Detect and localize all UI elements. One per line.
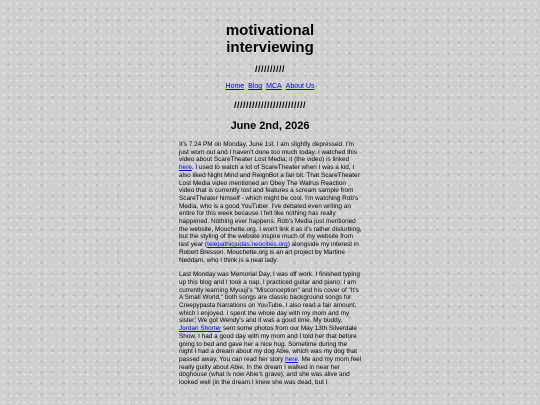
post-paragraph — [179, 271, 362, 387]
post-date: June 2nd, 2026 — [230, 120, 310, 132]
nav-link-blog[interactable]: Blog — [248, 83, 263, 90]
nav-bar — [0, 83, 540, 90]
paragraph-text: . I used to watch a lot of ScareTheater when I was a kid, I also liked Night Mind and ReignBot a fair bit. That ScareTheater Lost Media video mentioned an Obey The Walrus Reaction video that is currently lost and features a scream sample from ScareTheater himself - which might be cool. I'm watching Rob's Media, who is a good YouTuber. I've debated even writing an entire for this week because I felt like nothing has really happened. Nothing ever happens. Rob's Media just mentioned the website, Mouchette.org. I won't link it as it's rather disturbing, but the styling of the website inspire much of my website from last year ( — [179, 164, 362, 249]
paragraph-text: . Me and my mom feel really guilty about Abie. In the dream I walked in near her doghouse (what is now Abie's grave), and she was alive and looked well (in the dream I knew she was dead, but I — [179, 355, 362, 387]
nav-link-mca[interactable]: MCA — [266, 83, 282, 90]
jordan-shorter-link[interactable]: Jordan Shorter — [179, 325, 222, 333]
site-title-line-2: interviewing — [226, 39, 314, 56]
post-body — [179, 141, 362, 394]
site-title-line-1: motivational — [225, 22, 315, 39]
divider-slashes-long: //////////////////////// — [233, 100, 306, 110]
site-title — [0, 22, 540, 56]
paragraph-text: ) alongside my interest in Robert Bresson. Mouchette.org is an art project by Martine Neddam, who I think is a neat lady. — [179, 241, 359, 264]
nav-link-home[interactable]: Home — [225, 83, 245, 90]
paragraph-text: Last Monday was Memorial Day, I was off work. I finished typing up this blog and I took a nap. I practiced guitar and piano; I am currently learning Myuuji's "Misconception" and his cover of "It's A Small World," both songs are classic background songs for Creepypasta Narrations on YouTube. I also read a fair amount, which I enjoyed. I spent the whole day with my mom and my sister; We got Wendy's and it was a good time. My buddy, — [179, 271, 360, 325]
divider-slashes: ////////// — [254, 64, 285, 74]
post-paragraph — [179, 141, 362, 264]
video-link[interactable]: here — [179, 164, 192, 172]
old-website-link[interactable]: telepathicjudas.neocities.org — [207, 241, 288, 249]
nav-link-about-us[interactable]: About Us — [285, 83, 315, 90]
abie-story-link[interactable]: here — [285, 355, 298, 363]
paragraph-text: sent some photos from our May 13th Silverdale Show. I had a good day with my mom and I told her that before going to bed and gave her a nice hug. Sometime during the night I had a dream about my dog Abie, which was my dog that passed away. You can read her story — [179, 325, 357, 363]
paragraph-text: It's 7:24 PM on Monday, June 1st. I am slightly depressed. I'm just worn out and I haven't done too much today. I watched this video about ScareTheater Lost Media; it (the video) is linked — [179, 141, 358, 164]
